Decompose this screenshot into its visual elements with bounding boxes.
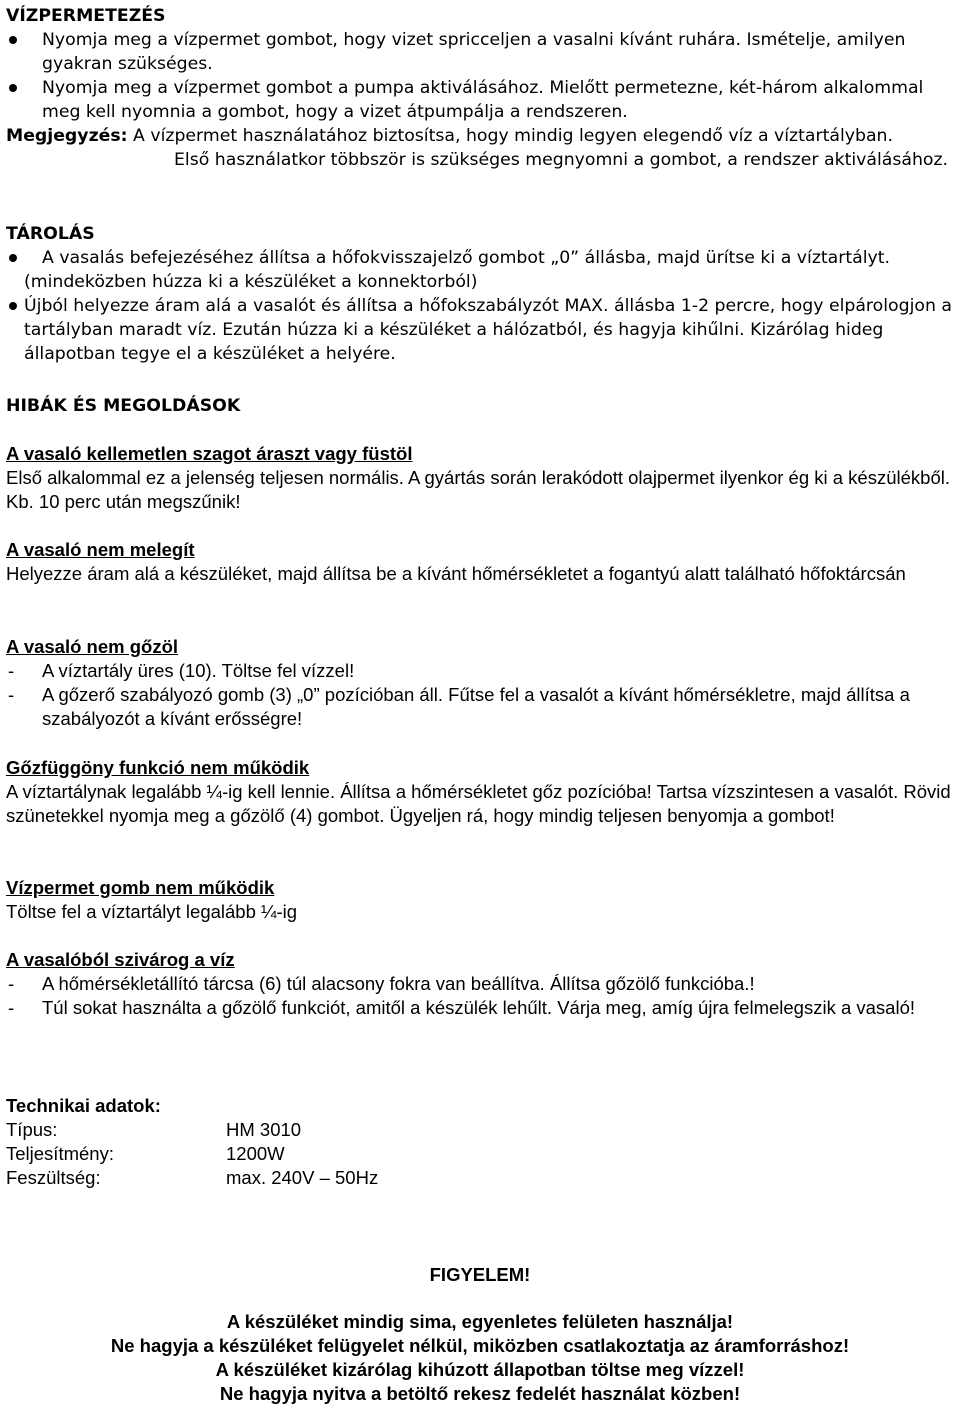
tech-data [6,1094,954,1190]
section-vizpermetezes [6,4,954,172]
trouble-title: A vasaló kellemetlen szagot áraszt vagy füstöl [6,443,413,464]
paragraph: Töltse fel a víztartályt legalább ¼-ig [6,901,298,922]
warning-line: Ne hagyja nyitva a betöltő rekesz fedelét használat közben! [219,1383,741,1404]
spec-row: Teljesítmény: 1200W [6,1143,285,1164]
bullet-icon [9,36,17,44]
section-tarolas [6,222,954,366]
spec-row: Feszültség: max. 240V – 50Hz [6,1167,379,1188]
bullet-list [6,246,954,270]
list-item: Újból helyezze áram alá a vasalót és állítsa a hőfokszabályzót MAX. állásba 1-2 percre, hogy elpárologjon a tartályban maradt víz. Ezután húzza ki a készüléket a hálózatból, és hagyja kihűlni. Kizárólag hideg állapotban tegye el a készüléket a helyére. [6,294,954,366]
trouble-4 [6,756,954,828]
trouble-5 [6,876,954,924]
section-title: VÍZPERMETEZÉS [6,6,166,26]
bullet-icon [9,254,17,262]
trouble-title: A vasaló nem melegít [6,539,195,560]
list-item: Nyomja meg a vízpermet gombot a pumpa aktiválásához. Mielőtt permetezne, két-három alkalommal meg kell nyomnia a gombot, hogy a vizet átpumpálja a rendszeren. [6,76,954,124]
paragraph: (mindeközben húzza ki a készüléket a konnektorból) [24,272,478,292]
paragraph: Első alkalommal ez a jelenség teljesen normális. A gyártás során lerakódott olajpermet ilyenkor ég ki a készülékből. Kb. 10 perc után megszűnik! [6,467,950,512]
dash-list [6,972,954,1020]
section-hibak-title [6,394,954,418]
bullet-list [6,28,954,124]
dash-list [6,659,954,731]
trouble-6 [6,948,954,1020]
bullet-list [6,294,954,366]
warning-line: A készüléket mindig sima, egyenletes felületen használja! [226,1311,734,1332]
list-item: - A hőmérsékletállító tárcsa (6) túl alacsony fokra van beállítva. Állítsa gőzölő funkcióba.! [8,973,755,994]
section-title: TÁROLÁS [6,224,95,244]
list-item: - Túl sokat használta a gőzölő funkciót, amitől a készülék lehűlt. Várja meg, amíg újra felmelegszik a vasaló! [8,997,916,1018]
tech-title: Technikai adatok: [6,1095,161,1116]
trouble-title: Gőzfüggöny funkció nem működik [6,757,310,778]
list-item: Nyomja meg a vízpermet gombot, hogy vizet spricceljen a vasalni kívánt ruhára. Ismételje, amilyen gyakran szükséges. [6,28,954,76]
paragraph: Helyezze áram alá a készüléket, majd állítsa be a kívánt hőmérsékletet a fogantyú alatt található hőfoktárcsán [6,563,906,584]
warning-lines [6,1310,954,1406]
list-item: A vasalás befejezéséhez állítsa a hőfokvisszajelző gombot „0” állásba, majd ürítse ki a víztartályt. [6,246,954,270]
trouble-title: Vízpermet gomb nem működik [6,877,275,898]
section-title: HIBÁK ÉS MEGOLDÁSOK [6,396,241,416]
trouble-title: A vasalóból szivárog a víz [6,949,235,970]
trouble-1 [6,442,954,514]
spec-row: Típus: HM 3010 [6,1119,302,1140]
trouble-2 [6,538,954,586]
warning-title: FIGYELEM! [429,1264,531,1285]
note: Megjegyzés: A vízpermet használatához biztosítsa, hogy mindig legyen elegendő víz a víztartályban. [6,126,893,146]
paragraph: A víztartálynak legalább ¼-ig kell lennie. Állítsa a hőmérsékletet gőz pozícióba! Tartsa vízszintesen a vasalót. Rövid szünetekkel nyomja meg a gőzölő (4) gombot. Ügyeljen rá, hogy mindig teljesen benyomja a gombot! [6,781,951,826]
bullet-icon [9,84,17,92]
bullet-icon [9,302,17,310]
list-item: - A víztartály üres (10). Töltse fel vízzel! [8,660,355,681]
trouble-3 [6,635,954,731]
warning-line: Ne hagyja a készüléket felügyelet nélkül, miközben csatlakoztatja az áramforráshoz! [110,1335,850,1356]
list-item: - A gőzerő szabályozó gomb (3) „0” pozícióban áll. Fűtse fel a vasalót a kívánt hőmérsékletre, majd állítsa a szabályozót a kívánt erősségre! [8,684,910,729]
trouble-title: A vasaló nem gőzöl [6,636,179,657]
warning-line: A készüléket kizárólag kihúzott állapotban töltse meg vízzel! [215,1359,745,1380]
note-continuation: Első használatkor többször is szükséges megnyomni a gombot, a rendszer aktiválásához. [174,150,949,170]
